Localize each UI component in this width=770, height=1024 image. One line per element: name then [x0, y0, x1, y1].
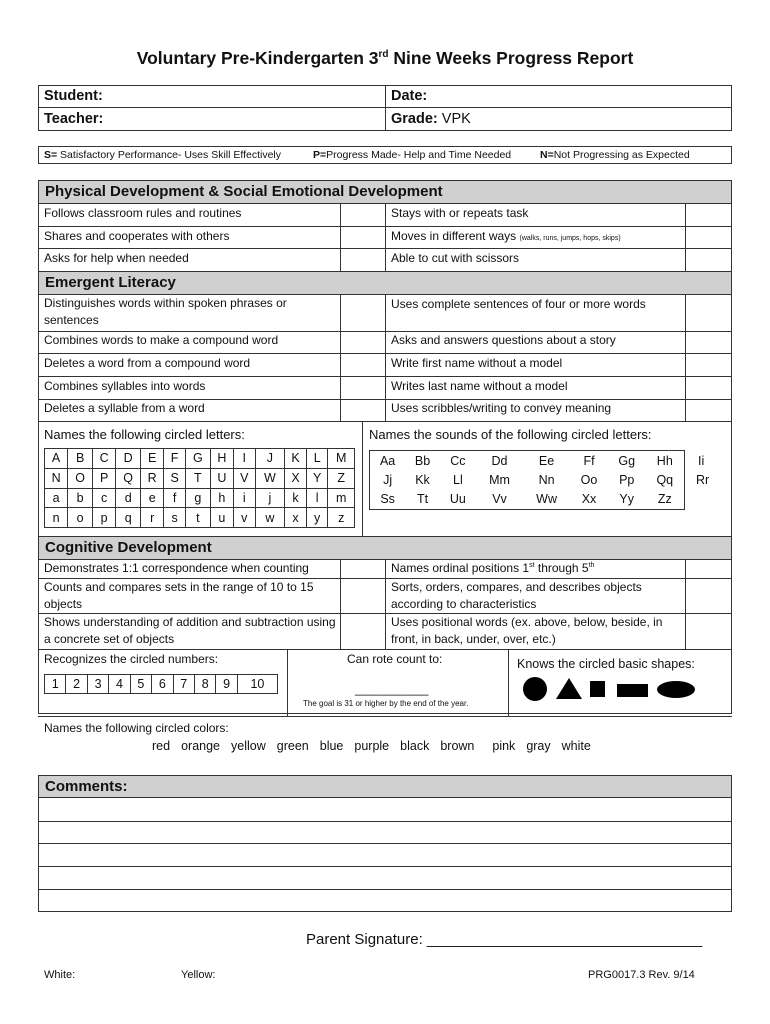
literacy-heading: Emergent Literacy — [38, 271, 732, 295]
color-word[interactable]: blue — [319, 739, 344, 753]
comments-heading: Comments: — [38, 775, 732, 798]
letter-cell[interactable]: y — [306, 508, 328, 528]
circle-shape[interactable] — [523, 677, 547, 701]
sounds-label: Names the sounds of the following circled letters: — [369, 427, 652, 442]
letter-cell[interactable]: q — [116, 508, 141, 528]
letter-cell[interactable]: V — [233, 468, 255, 488]
sound-cell[interactable]: Tt — [416, 492, 429, 507]
color-word[interactable]: orange — [181, 739, 221, 753]
sound-cell[interactable]: Ww — [536, 492, 557, 507]
letter-cell[interactable]: r — [141, 508, 164, 528]
number-cell[interactable]: 4 — [109, 675, 130, 694]
sound-cell[interactable]: Ff — [583, 453, 595, 468]
letter-cell[interactable]: m — [328, 488, 355, 508]
skill-cut-scissors: Able to cut with scissors — [391, 251, 520, 265]
skill-complete-sentences: Uses complete sentences of four or more words — [391, 297, 646, 311]
grade-field[interactable]: Grade: VPK — [391, 111, 471, 127]
sound-cell[interactable]: Vv — [492, 492, 507, 507]
skill-scribbles: Uses scribbles/writing to convey meaning — [391, 401, 612, 415]
sound-cell[interactable]: Rr — [696, 473, 710, 487]
comment-line[interactable] — [38, 889, 732, 890]
letter-cell[interactable]: Z — [328, 468, 355, 488]
sound-cell[interactable]: Ii — [698, 454, 705, 468]
letter-cell[interactable]: f — [164, 488, 186, 508]
letter-cell[interactable]: A — [45, 449, 68, 469]
letter-cell[interactable]: z — [328, 508, 355, 528]
student-label[interactable]: Student: — [44, 88, 103, 104]
letter-cell[interactable]: v — [233, 508, 255, 528]
letters-grid — [44, 448, 355, 528]
letter-cell[interactable]: W — [255, 468, 285, 488]
skill-last-name: Writes last name without a model — [391, 379, 568, 393]
sound-cell[interactable]: Jj — [383, 472, 393, 487]
copy-yellow-label: Yellow: — [181, 969, 216, 981]
sound-cell[interactable]: Hh — [656, 453, 673, 468]
letter-cell[interactable]: Q — [116, 468, 141, 488]
letter-cell[interactable]: x — [285, 508, 307, 528]
teacher-label[interactable]: Teacher: — [44, 111, 104, 127]
letter-cell[interactable]: k — [285, 488, 307, 508]
skill-ordinal: Names ordinal positions 1st through 5th — [391, 561, 595, 575]
letter-cell[interactable]: t — [185, 508, 210, 528]
letter-cell[interactable]: g — [185, 488, 210, 508]
number-cell[interactable]: 5 — [130, 675, 151, 694]
letter-cell[interactable]: R — [141, 468, 164, 488]
letter-cell[interactable]: Y — [306, 468, 328, 488]
sound-cell[interactable]: Qq — [656, 472, 674, 487]
number-cell[interactable]: 9 — [216, 675, 237, 694]
letter-cell[interactable]: J — [255, 449, 285, 469]
letter-cell[interactable]: M — [328, 449, 355, 469]
letter-cell[interactable]: K — [285, 449, 307, 469]
letter-cell[interactable]: D — [116, 449, 141, 469]
colors-label: Names the following circled colors: — [44, 721, 229, 735]
grade-value: VPK — [441, 111, 471, 127]
rote-label: Can rote count to: — [347, 652, 443, 666]
rectangle-shape[interactable] — [617, 684, 648, 697]
sound-cell[interactable]: Pp — [619, 472, 635, 487]
letter-cell[interactable]: G — [185, 449, 210, 469]
parent-signature[interactable]: Parent Signature: _________________________________ — [306, 931, 703, 948]
letter-cell[interactable]: O — [68, 468, 93, 488]
cognitive-heading: Cognitive Development — [38, 536, 732, 560]
color-word[interactable]: brown — [440, 739, 475, 753]
page-title: Voluntary Pre-Kindergarten 3rd Nine Weeks Progress Report — [136, 48, 634, 68]
comment-line[interactable] — [38, 866, 732, 867]
comment-line[interactable] — [38, 821, 732, 822]
letter-cell[interactable]: s — [164, 508, 186, 528]
oval-shape[interactable] — [657, 681, 695, 698]
letter-cell[interactable]: X — [285, 468, 307, 488]
letter-cell[interactable]: L — [306, 449, 328, 469]
sound-cell[interactable]: Nn — [538, 472, 555, 487]
skill-delete-syllable: Deletes a syllable from a word — [44, 401, 205, 415]
letter-cell[interactable]: j — [255, 488, 285, 508]
colors-row — [152, 739, 602, 753]
sound-cell[interactable]: Aa — [379, 453, 396, 468]
letter-cell[interactable]: a — [45, 488, 68, 508]
number-cell[interactable]: 3 — [87, 675, 108, 694]
skill-asks-help: Asks for help when needed — [44, 251, 189, 265]
skill-asks-answers: Asks and answers questions about a story — [391, 333, 616, 347]
letter-cell[interactable]: S — [164, 468, 186, 488]
legend-n: N=Not Progressing as Expected — [540, 149, 690, 161]
sound-cell[interactable]: Ss — [380, 492, 395, 507]
form-code: PRG0017.3 Rev. 9/14 — [588, 969, 695, 981]
rote-blank[interactable]: ___________ — [355, 682, 429, 696]
sound-cell[interactable]: Xx — [581, 492, 597, 507]
letter-cell[interactable]: e — [141, 488, 164, 508]
sound-cell[interactable]: Ll — [453, 472, 463, 487]
skill-sorts-orders: Sorts, orders, compares, and describes objects according to characteristics — [391, 580, 642, 611]
letter-cell[interactable]: p — [93, 508, 116, 528]
sound-cell[interactable]: Zz — [657, 492, 672, 507]
number-cell[interactable]: 7 — [173, 675, 194, 694]
number-cell[interactable]: 2 — [66, 675, 87, 694]
letter-cell[interactable]: o — [68, 508, 93, 528]
letter-cell[interactable]: F — [164, 449, 186, 469]
color-word[interactable]: purple — [354, 739, 390, 753]
color-word[interactable]: black — [400, 739, 430, 753]
sound-cell[interactable]: Bb — [414, 453, 431, 468]
letter-cell[interactable]: l — [306, 488, 328, 508]
triangle-shape[interactable] — [556, 678, 582, 699]
color-word[interactable]: pink — [492, 739, 516, 753]
sound-cell[interactable]: Yy — [619, 492, 635, 507]
skill-follows-rules: Follows classroom rules and routines — [44, 206, 242, 220]
sound-cell[interactable]: Cc — [450, 453, 466, 468]
letter-cell[interactable]: c — [93, 488, 116, 508]
number-cell[interactable]: 1 — [45, 675, 66, 694]
letter-cell[interactable]: n — [45, 508, 68, 528]
number-cell[interactable]: 6 — [152, 675, 173, 694]
skill-shares: Shares and cooperates with others — [44, 229, 230, 243]
color-word[interactable]: green — [276, 739, 309, 753]
letter-cell[interactable]: d — [116, 488, 141, 508]
sound-cell[interactable]: Mm — [489, 472, 510, 487]
shapes-label: Knows the circled basic shapes: — [517, 657, 695, 671]
color-word[interactable]: yellow — [231, 739, 266, 753]
sound-cell[interactable]: Oo — [580, 472, 598, 487]
number-cell[interactable]: 8 — [194, 675, 215, 694]
color-word[interactable]: white — [561, 739, 591, 753]
letter-cell[interactable]: w — [255, 508, 285, 528]
legend-p: P=Progress Made- Help and Time Needed — [313, 149, 512, 161]
numbers-label: Recognizes the circled numbers: — [44, 652, 219, 666]
letter-cell[interactable]: E — [141, 449, 164, 469]
skill-stays-with-task: Stays with or repeats task — [391, 206, 529, 220]
letter-cell[interactable]: i — [233, 488, 255, 508]
letter-cell[interactable]: N — [45, 468, 68, 488]
legend-s: S= Satisfactory Performance- Uses Skill Effectively — [44, 149, 282, 161]
skill-first-name: Write first name without a model — [391, 356, 563, 370]
letter-cell[interactable]: H — [210, 449, 233, 469]
number-cell[interactable]: 10 — [237, 675, 277, 694]
comment-line[interactable] — [38, 843, 732, 844]
date-label[interactable]: Date: — [391, 88, 428, 104]
sound-cell[interactable]: Dd — [491, 453, 508, 468]
letter-cell[interactable]: T — [185, 468, 210, 488]
letter-cell[interactable]: B — [68, 449, 93, 469]
skill-one-to-one: Demonstrates 1:1 correspondence when counting — [44, 561, 309, 575]
color-word[interactable]: red — [152, 739, 171, 753]
letter-cell[interactable]: b — [68, 488, 93, 508]
rote-goal: The goal is 31 or higher by the end of the year. — [303, 699, 469, 708]
sound-cell[interactable]: Ee — [538, 453, 555, 468]
skill-compound-word: Combines words to make a compound word — [44, 333, 279, 347]
letter-cell[interactable]: u — [210, 508, 233, 528]
skill-distinguishes-words: Distinguishes words within spoken phrases or sentences — [44, 296, 287, 327]
sounds-grid — [369, 450, 685, 510]
letter-cell[interactable]: C — [93, 449, 116, 469]
skill-delete-word: Deletes a word from a compound word — [44, 356, 251, 370]
sound-cell[interactable]: Gg — [618, 453, 636, 468]
skill-positional-words: Uses positional words (ex. above, below, beside, in front, in back, under, over, etc.) — [391, 615, 663, 646]
letter-cell[interactable]: I — [233, 449, 255, 469]
letter-cell[interactable]: h — [210, 488, 233, 508]
skill-combine-syllables: Combines syllables into words — [44, 379, 206, 393]
sound-cell[interactable]: Uu — [449, 492, 466, 507]
skill-counts-compares: Counts and compares sets in the range of 10 to 15 objects — [44, 580, 314, 611]
letter-cell[interactable]: U — [210, 468, 233, 488]
sound-cell[interactable]: Kk — [415, 472, 430, 487]
physical-heading: Physical Development & Social Emotional Development — [38, 180, 732, 204]
skill-moves: Moves in different ways (walks, runs, jumps, hops, skips) — [391, 229, 621, 243]
color-word[interactable]: gray — [526, 739, 551, 753]
skill-addition-subtraction: Shows understanding of addition and subtraction using a concrete set of objects — [44, 615, 336, 646]
letters-label: Names the following circled letters: — [44, 427, 245, 442]
copy-white-label: White: — [44, 969, 76, 981]
letter-cell[interactable]: P — [93, 468, 116, 488]
square-shape[interactable] — [590, 681, 605, 697]
numbers-grid — [44, 674, 278, 694]
